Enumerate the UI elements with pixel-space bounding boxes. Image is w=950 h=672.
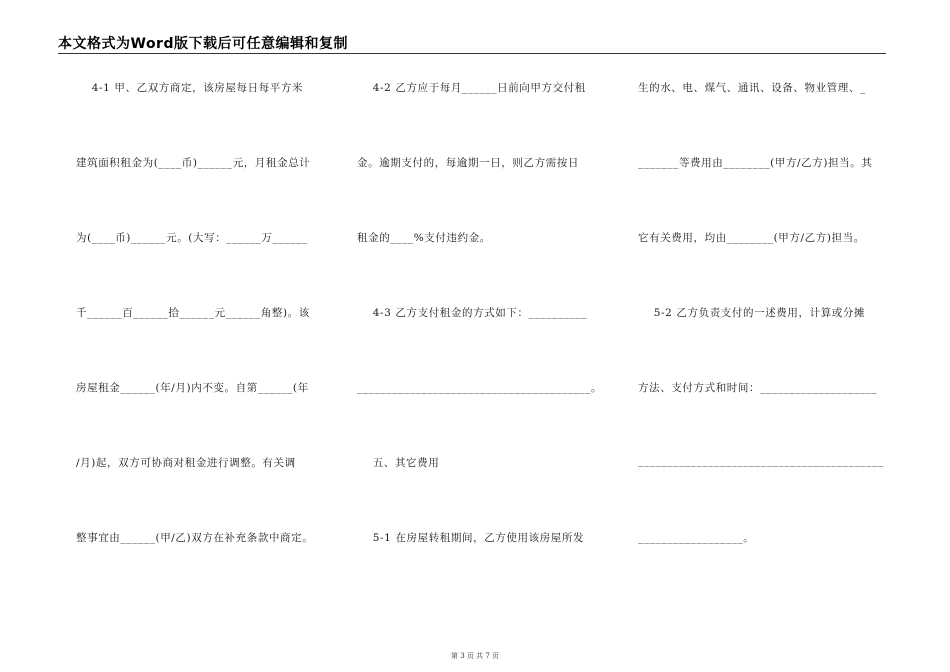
text-line: 4-1 甲、乙双方商定，该房屋每日每平方米 — [76, 82, 304, 94]
text-line: 方法、支付方式和时间：____________________ — [638, 382, 878, 394]
text-line: 建筑面积租金为(____币)______元，月租金总计 — [76, 157, 311, 169]
text-line: 生的水、电、煤气、通讯、设备、物业管理、_ — [638, 82, 866, 94]
text-line: 它有关费用，均由________(甲方/乙方)担当。 — [638, 232, 865, 244]
text-line: 5-2 乙方负责支付的一述费用，计算或分摊 — [638, 307, 866, 319]
text-line: 金。逾期支付的，每逾期一日，则乙方需按日 — [357, 157, 579, 169]
text-line: __________________________________________ — [638, 455, 884, 467]
page-number: 第 3 页 共 7 页 — [450, 652, 500, 660]
text-line: 五、其它费用 — [357, 457, 440, 469]
document-header-title: 本文格式为Word版下载后可任意编辑和复制 — [58, 36, 348, 52]
text-line: 租金的____%支付违约金。 — [357, 232, 491, 244]
text-line: 整事宜由______(甲/乙)双方在补充条款中商定。 — [76, 532, 314, 544]
text-line: ________________________________________。 — [357, 382, 603, 394]
text-line: 5-1 在房屋转租期间，乙方使用该房屋所发 — [357, 532, 585, 544]
text-line: 4-2 乙方应于每月______日前向甲方交付租 — [357, 82, 586, 94]
text-line: 千______百______拾______元______角整)。该 — [76, 307, 310, 319]
text-line: 4-3 乙方支付租金的方式如下：__________ — [357, 307, 588, 319]
text-line: /月)起，双方可协商对租金进行调整。有关调 — [76, 457, 296, 469]
text-line: _______等费用由________(甲方/乙方)担当。其 — [638, 157, 873, 169]
text-line: __________________。 — [638, 532, 755, 544]
text-line: 房屋租金______(年/月)内不变。自第______(年 — [76, 382, 309, 394]
header-divider — [58, 53, 886, 54]
text-line: 为(____币)______元。(大写：______万______ — [76, 232, 308, 244]
